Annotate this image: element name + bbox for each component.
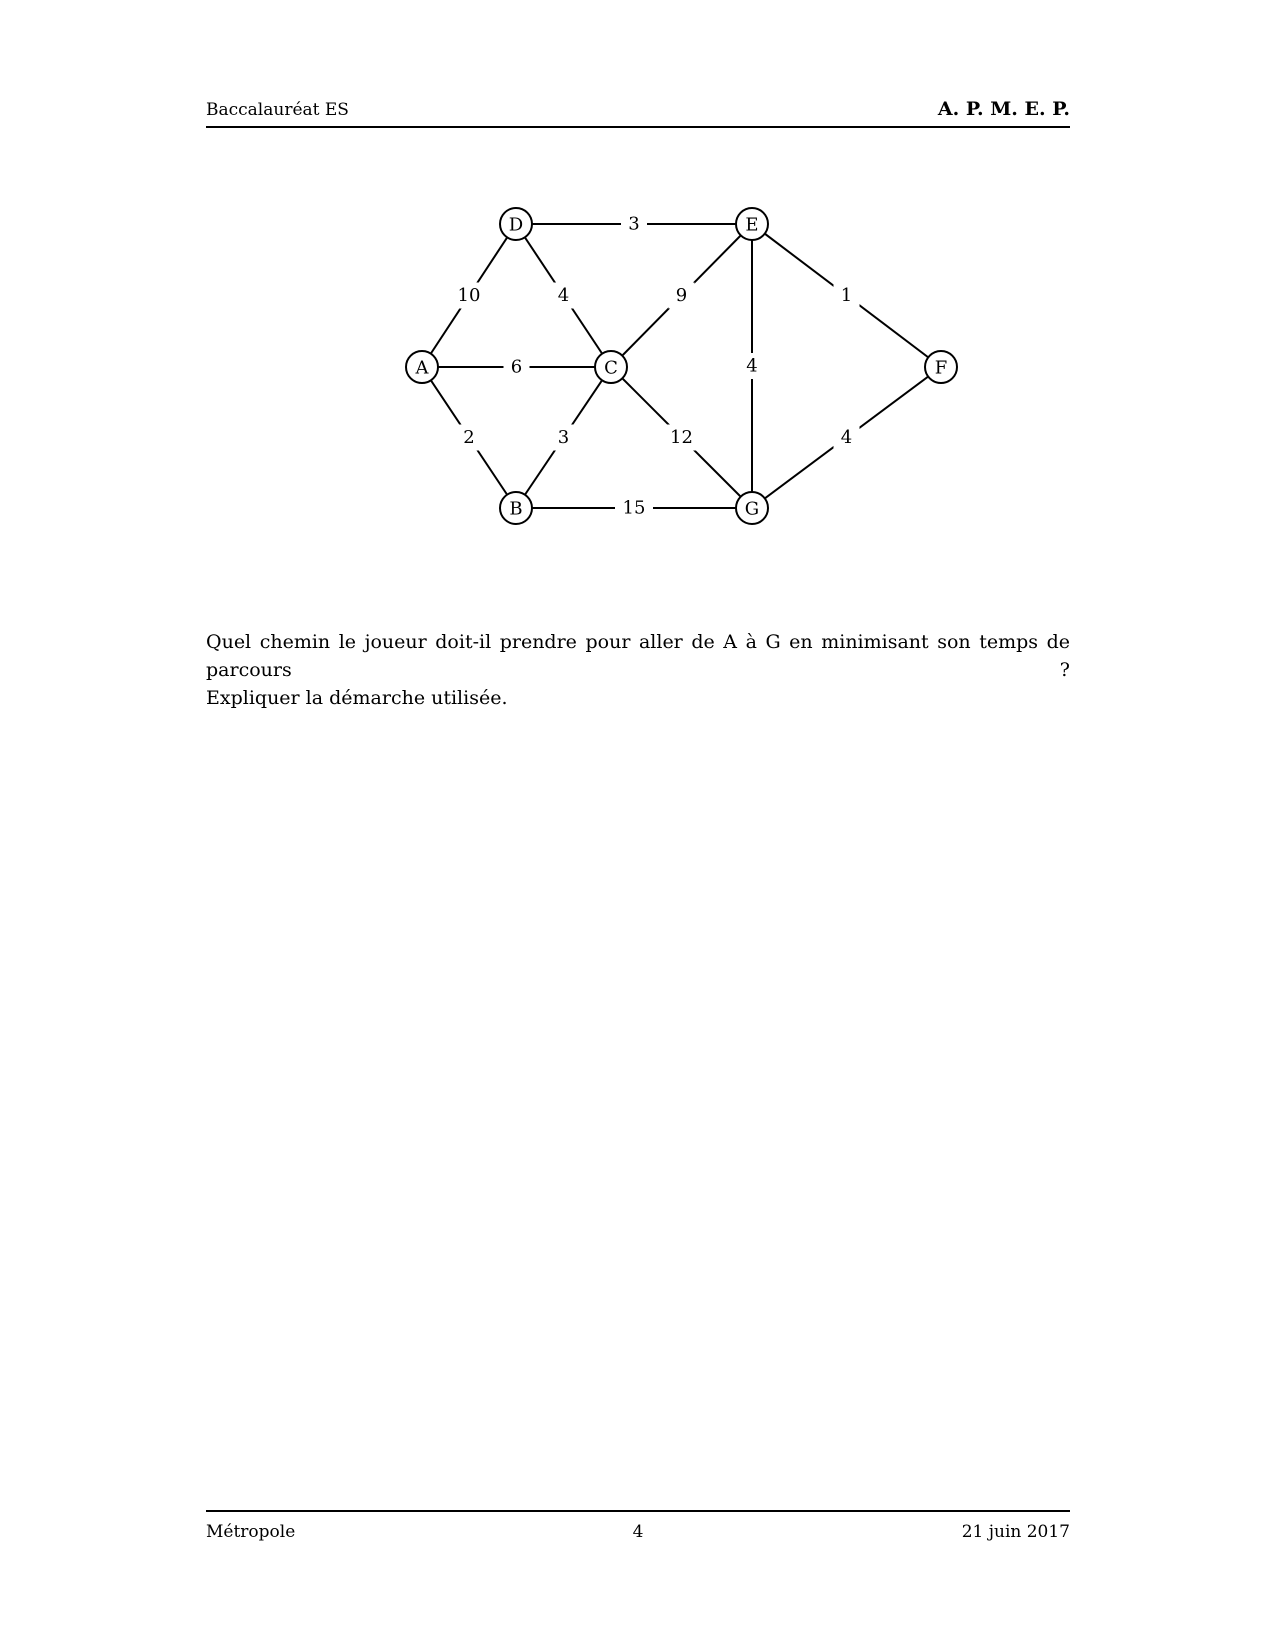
node-label-E: E bbox=[745, 214, 759, 236]
weighted-graph bbox=[0, 0, 1275, 560]
edge-weight-GF: 4 bbox=[840, 427, 853, 448]
page-footer bbox=[206, 1510, 1070, 1542]
edge-weight-EG: 4 bbox=[746, 355, 758, 377]
edge-weight-DC: 4 bbox=[557, 285, 570, 306]
edge-weight-AB: 2 bbox=[463, 427, 475, 448]
question-line-1: Quel chemin le joueur doit-il prendre pour aller de A à G en minimisant son temps de parcours ? bbox=[206, 631, 1070, 681]
footer-right: 21 juin 2017 bbox=[961, 1522, 1070, 1542]
footer-left: Métropole bbox=[206, 1522, 296, 1542]
question-text bbox=[206, 628, 1070, 712]
node-label-B: B bbox=[509, 498, 523, 520]
edge-weight-AC: 6 bbox=[510, 356, 523, 378]
edge-weight-DE: 3 bbox=[628, 213, 640, 235]
footer-page-number: 4 bbox=[632, 1522, 644, 1542]
edge-weight-EF: 1 bbox=[840, 285, 853, 306]
header-right: A. P. M. E. P. bbox=[937, 98, 1070, 120]
edge-weight-BG: 15 bbox=[622, 497, 646, 519]
edge-weight-CE: 9 bbox=[675, 285, 688, 306]
node-label-A: A bbox=[415, 357, 429, 379]
edge-weight-CG: 12 bbox=[670, 427, 693, 448]
node-label-G: G bbox=[744, 498, 760, 520]
question-line-2: Expliquer la démarche utilisée. bbox=[206, 687, 508, 709]
node-label-D: D bbox=[508, 214, 524, 236]
graph-edges bbox=[422, 224, 941, 508]
node-label-F: F bbox=[934, 357, 948, 379]
edge-weight-BC: 3 bbox=[557, 427, 570, 448]
header-left: Baccalauréat ES bbox=[206, 100, 349, 120]
node-label-C: C bbox=[604, 357, 618, 379]
edge-weight-AD: 10 bbox=[457, 285, 481, 306]
